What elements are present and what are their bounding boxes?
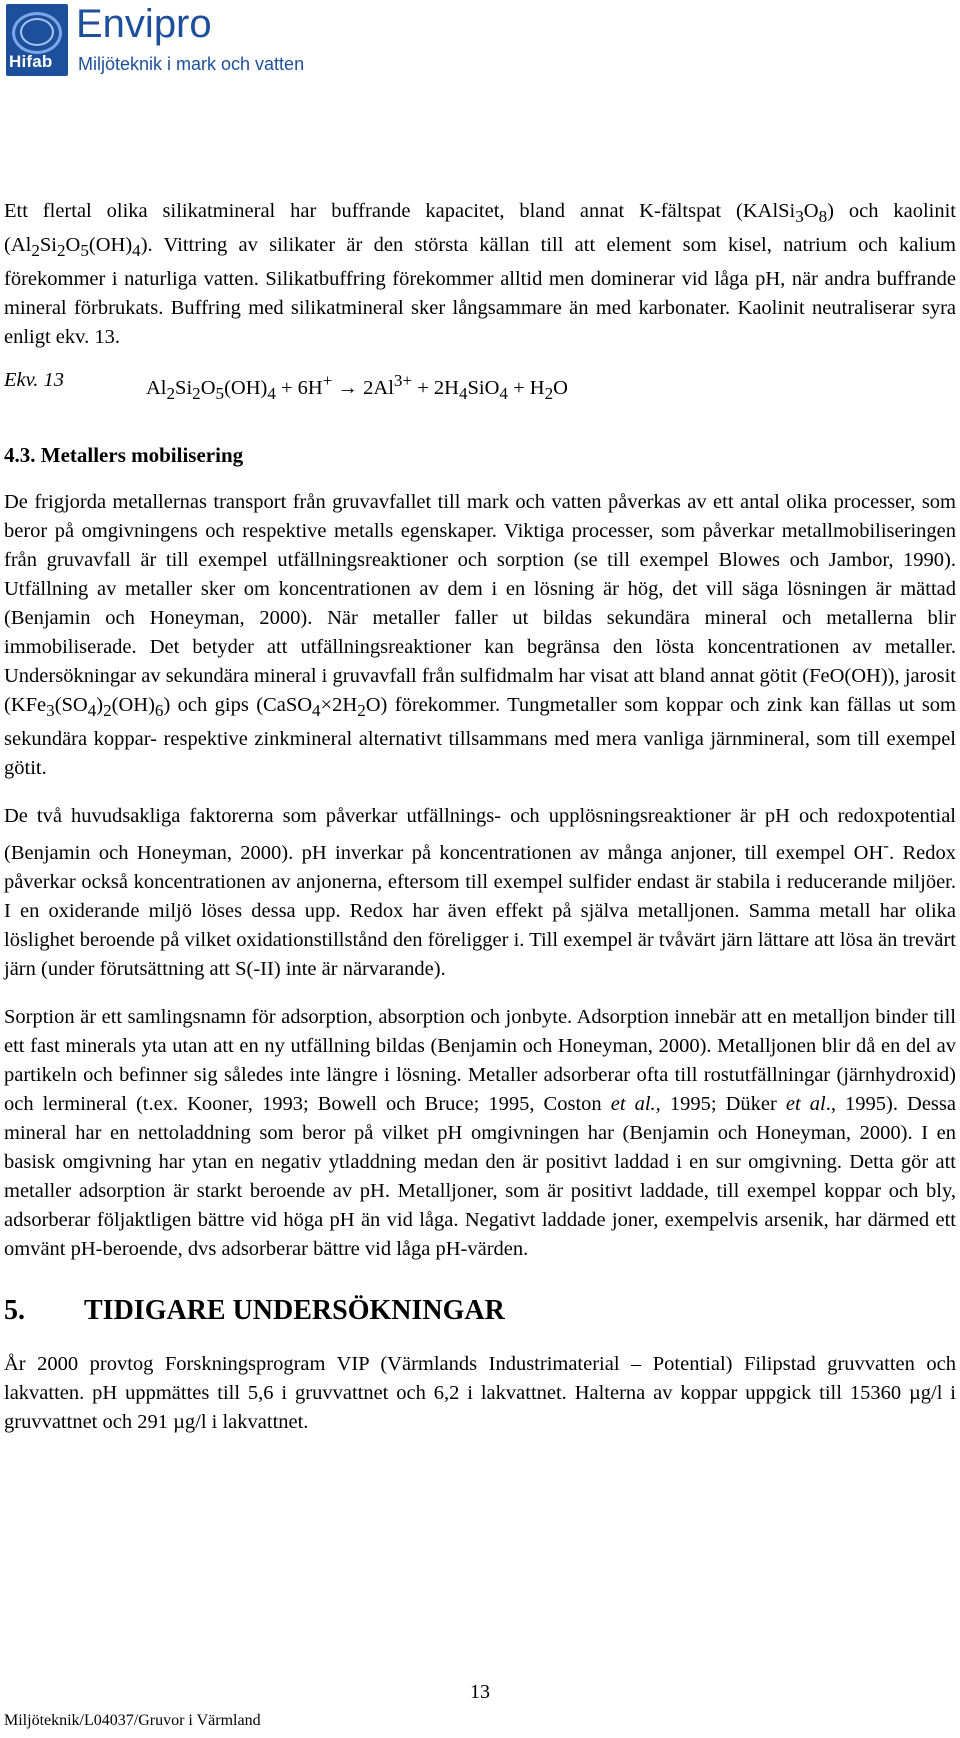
hifab-logo-mark [6, 4, 68, 76]
equation-label: Ekv. 13 [4, 369, 64, 392]
equation-13 [4, 366, 956, 408]
section-heading-5 [4, 1294, 956, 1328]
page-number: 13 [470, 1681, 490, 1703]
logo-tagline: Miljöteknik i mark och vatten [78, 54, 305, 74]
paragraph-previous-studies: År 2000 provtog Forskningsprogram VIP (Värmlands Industrimaterial – Potential) Filipstad gruvvatten och lakvatten. pH uppmättes till 5,6 i gruvvattnet och 6,2 i lakvattnet. Halterna av koppar uppgick till 15360 µg/l i gruvvattnet och 291 µg/l i lakvattnet. [4, 1353, 956, 1434]
section-number: 5. [4, 1295, 25, 1327]
paragraph-metal-mobilisation: De frigjorda metallernas transport från gruvavfallet till mark och vatten påverkas av ett antal olika processer, som beror på omgivningens och respektive metalls egenskaper. Viktiga processer, som påverkar metallmobiliseringen från gruvavfall är till exempel utfällningsreaktioner och sorption (se till exempel Blowes och Jambor, 1990). Utfällning av metaller sker om koncentrationen av dem i en lösning är hög, det vill säga lösningen är mättad (Benjamin och Honeyman, 2000). När metaller faller ut bildas sekundära mineral och metallerna blir immobiliserade. Det betyder att utfällningsreaktioner kan begränsa den lösta koncentrationen av metaller. Undersökningar av sekundära mineral i gruvavfall från sulfidmalm har visat att bland annat götit (FeO(OH)), jarosit $(KFe_3(SO_4)_2(OH)_6)$ och gips $(CaSO_4\times 2H_2O)$ förekommer. Tungmetaller som koppar och zink kan fällas ut som sekundära koppar- respektive zinkmineral alternativt tillsammans med mera vanliga järnmineral, som till exempel götit. [4, 491, 956, 780]
paragraph-silicate-buffering: Ett flertal olika silikatmineral har buffrande kapacitet, bland annat K-fältspat $(KAlSi_3O_8)$ och kaolinit $(Al_2Si_2O_5(OH)_4)$. Vittring av silikater är den största källan till att element som kisel, natrium och kalium förekommer i naturliga vatten. Silikatbuffring förekommer alltid men dominerar vid låga pH, när andra buffrande mineral förbrukats. Buffring med silikatmineral sker långsammare än med karbonater. Kaolinit neutraliserar syra enligt ekv. 13. [4, 200, 956, 349]
document-body [4, 197, 956, 1437]
logo-mark-text: Hifab [9, 52, 53, 71]
paragraph-ph-redox: De två huvudsakliga faktorerna som påverkar utfällnings- och upplösningsreaktioner är pH och redoxpotential (Benjamin och Honeyman, 2000). pH inverkar på koncentrationen av många anjoner, till exempel OH-. Redox påverkar också koncentrationen av anjonerna, eftersom till exempel sulfider endast är stabila i reducerande miljöer. I en oxiderande miljö löses dessa upp. Redox har även effekt på själva metalljonen. Samma metall har olika löslighet beroende på vilket oxidationstillstånd den föreligger i. Till exempel är tvåvärt järn lättare att lösa än trevärt järn (under förutsättning att S(-II) inte är närvarande). [4, 805, 956, 981]
footer-reference: Miljöteknik/L04037/Gruvor i Värmland [4, 1712, 261, 1729]
section-title: TIDIGARE UNDERSÖKNINGAR [84, 1295, 505, 1327]
section-heading-4-3: 4.3. Metallers mobilisering [4, 443, 244, 468]
company-logo [6, 4, 306, 76]
logo-brand: Envipro [76, 2, 212, 46]
paragraph-sorption: Sorption är ett samlingsnamn för adsorption, absorption och jonbyte. Adsorption innebär att en metalljon binder till ett fast minerals yta utan att en ny utfällning bildas (Benjamin och Honeyman, 2000). Metalljonen blir då en del av partikeln och befinner sig således inte längre i lösning. Metaller adsorberar ofta till rostutfällningar (järnhydroxid) och lermineral (t.ex. Kooner, 1993; Bowell och Bruce; 1995, Coston et al., 1995; Düker et al., 1995). Dessa mineral har en nettoladdning som beror på vilket pH omgivningen har (Benjamin och Honeyman, 2000). I en basisk omgivning har ytan en negativ ytladdning medan den är positivt laddad i en sur omgivning. Detta gör att metaller adsorption är starkt beroende av pH. Metalljoner, som är positivt laddade, till exempel koppar och bly, adsorberar följaktligen bättre vid höga pH än vid låga. Negativt laddade joner, exempelvis arsenik, har därmed ett omvänt pH-beroende, dvs adsorberar bättre vid låga pH-värden. [4, 1006, 956, 1261]
equation-formula: $Al_2Si_2O_5(OH)_4 + 6H^+ \to 2Al^{3+} + 2H_4SiO_4 + H_2O$ [146, 371, 568, 404]
